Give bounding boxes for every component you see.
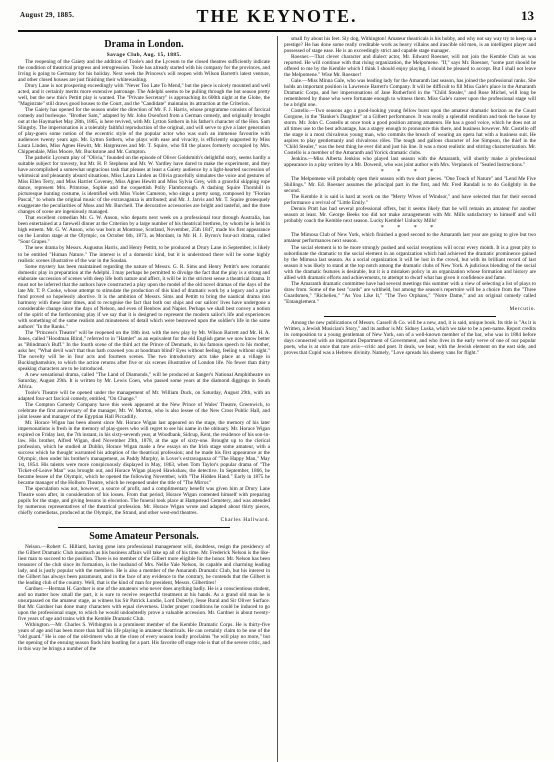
- article-paragraph: small fry about his feet. Sly dog, Withington! Amateur theatricals is his hobby, and why not say way try to keep up a prestige? He has done some really creditable work as heavy villains and irascible old men, is an intelligent player and possessed of stage ease. He is an exceedingly strict and capable stage manager.: [284, 36, 536, 55]
- section-stars: * * * *: [380, 169, 440, 176]
- masthead: [18, 6, 536, 32]
- article-paragraph: The Kemble it is said is hard at work on the "Merry Wives of Windsor," and have selected that for their second performance a revival of "Little Emily.": [284, 194, 536, 207]
- amateur-article-body: [18, 544, 270, 652]
- article-paragraph: The speculation was not, however, a source of profit, and a complimentary benefit was given him at Drury Lane Theatre soon after, in consideration of his losses. From that period, Horace Wigan contented himself with preparing pupils for the stage, and giving lessons in elocution. The funeral took place at Hampstead Cemetery, and was attended by numerous representatives of the theatrical profession. Mr. Horace Wigan wrote and adapted about thirty pieces, chiefly comedietas, produced at the Olympic, the Strand, and other west-end theatres.: [18, 486, 270, 517]
- right-article-body-4: [284, 320, 536, 356]
- right-article-body-1: [284, 36, 536, 168]
- article-paragraph: Costello.—Two seasons ago a good-looking young fellow burst upon the amateur dramatic horizon as the Count Gorgone, in the "Banker's Daughter" at a Gilbert performance. It was really a splendid rendition and took the house by storm. Mr. John C. Costello at once took a good position among amateurs. He has a good voice, which he does not at all times use to the best advantage, has a stagey enough to pronounce this there, and business however. Mr. Costello off the stage is a most chivalrous young man, who commits the breach of wearing an opera hat with a business suit. He aspires to play gentlemanly and chivalrous rôles. The tough and gallous character of Joe Simpson, the thief in the "Child Stealer," was the best thing he ever did and just his line. It was a most realistic and stirring characterization. Mr. Costello is a member of the Amaranth and Yorick dramatic clubs.: [284, 108, 536, 157]
- article-paragraph: Gardner.—Herman H. Gardner is one of the amateurs who never does anything badly. He is a conscientious student, and no matter how small the part, it is sure to receive respectful treatment at his hands. As a grand old man he is unsurpassed on the amateur stage, as witness his Sir Patrick Lundie, Lord Duberly, Jesse Rural and Sir Oliver Surface. But Mr. Gardner has done many characters with equal cleverness. Under proper conditions he could be induced to go upon the professional stage, to which he would undoubtedly prove a valuable accession. Mr. Gardner is about twenty-five years of age and trains with the Kemble Dramatic Club.: [18, 586, 270, 623]
- article-paragraph: Dennis Pratt has had several professional offers, but it seems likely that he will remain an amateur for another season at least. Mr. George Beeks too did not make arrangements with Mr. Mills satisfactory to himself and will probably coach the Kemble next season. Lucky Kemble! Unlucky Mills!: [284, 206, 536, 225]
- article-paragraph: The social element is to be more strongly pushed and social receptions will occur every month. It is a great pity to subordinate the dramatic to the social element in an organization which had achieved the dramatic prominence gained by the Mimosa last season. As a social organization it will be lost in the crowd, but with its brilliant record of last season it was likely to stand at the top notch among the dramatic clubs of New York. A judicious blending of the social with the dramatic features is desirable, but it is a mistaken policy in an organization whose formation and history are allied with dramatic efforts and achievements, to attempt to dwarf what has given it confidence and fame.: [284, 244, 536, 281]
- article-paragraph: Jenkins.—Miss Alberta Jenkins who played last season with the Amaranth, will shortly make a professional appearance in a play written by a Mr. Dowenil, who was joint author with Mrs. Verplanck of "Sealed Instructions.": [284, 156, 536, 169]
- article-paragraph: Mr. Horace Wigan has been absent since Mr. Horace Wigan last appeared on the stage, the memory of his later impersonations is fresh in the memory of play-goers who will regret to see his name in the obituary. Mr. Horace Wigan expired on Friday last, the 7th instant, in his sixty-seventh year, at Woodbank, Sidcup, Kent, the residence of his son-in-law. His brother, Alfred Wigan, died November 29th, 1878, at the age of sixty-one. Brought up to the clerical profession, which he studied at Dublin, Horace Wigan made a few essays on the Irish stage some amateur, with a success which he thought warranted his adoption of the theatrical profession; and he made his first appearance at the Olympic, then under his brother's management, as Paddy Murphy, in Lover's extravaganza of "The Happy Man," May 1st, 1854. His talents were more conspicuously displayed in May, 1863, when Tom Taylor's popular drama of "The Ticket-of-Leave Man" was brought out, and Horace Wigan played Hawkshaw, the detective. In September, 1866, he became lessee of the Olympic, which he opened the following November, with "The Hidden Hand." Early in 1875 he became manager of the Holborn Theatre, which he reopened under the title of "The Mirror.": [18, 419, 270, 487]
- amateur-personals-heading: Some Amateur Personals.: [89, 531, 199, 543]
- article-paragraph: The "Princess's Theatre" will be reopened on the 18th inst. with the new play by Mr. Wilson Barrett and Mr. H. A. Jones, called "Hoodman Blind," referred to in "Hamlet" as an equivalent for the old English game we now know better as "Blindman's Buff." In the fourth scene of the third act the Prince of Denmark, in his famous speech to his mother, asks her, "What devil was't that thus hath cozened you at hoodman blind? Eyes without feeling, feeling without sight." The novelty will be in four acts and fourteen scenes. The two introductory acts take place at a village in Buckinghamshire, to which the action returns after five or six scenes illustrative of London life. No fewer than thirty speaking characters are to be introduced.: [18, 329, 270, 372]
- article-paragraph: That excellent comedian Mr. G. W. Anson, who departs next week on a professional tour through Australia, has been entertained at a farewell dinner at the Criterion by a large number of his theatrical brethren, by whom he is held in high esteem. Mr. G. W. Anson, who was born at Montrose, Scotland, November, 25th 1847, made his first appearance on the London stage at the Olympic, on October 6th, 1873, as Mordant, in Mr. H. J. Byron's four-act drama, called "Sour Grapes.": [18, 215, 270, 246]
- left-column: [18, 36, 270, 762]
- article-paragraph: Among the new publications of Messrs. Cassell & Co. will be a new, and, it is said, unique book. Its title is "As it is Written, a Jewish Musician's Story," and its author is Mr. Sidney Luska, which we take to be a pen-name. Report credits its composition to a young gentleman of New York, son of a well-known member of the bar, who was in 1884 before days connected with an important Department of Government, and who lives in the early verve of one of our popular poets, who is at once that rare avis—critic and poet. It deals, we hear, with the Jewish element on the east side, and proves that Cupid was a Hebrew divinity. Namely, "Love spreads his sheeny vans for flight.": [284, 319, 536, 356]
- section-divider: [58, 527, 230, 528]
- right-column: [277, 36, 536, 762]
- article-paragraph: Toole's Theatre will be opened under the management of Mr. William Duck, on Saturday, August 29th, with an adapted four-act farcical comedy, entitled, "On Change.": [18, 389, 270, 402]
- mercutio-signature: Mercutio.: [509, 305, 536, 312]
- article-paragraph: The Melpomene will probably open their season with two short pieces. "One Touch of Nature" and "Lend Me Five Shillings." Mr. Ed. Roesner assumes the principal part in the first, and Mr. Fred Randall is to do Golightly in the second.: [284, 176, 536, 195]
- article-signature: Charles Hallward.: [220, 517, 270, 524]
- columns: [18, 36, 536, 762]
- article-paragraph: The Compton Comedy Company have this week appeared at the New Prince of Wales' Theatre, Greenwich, to celebrate the first anniversary of the manager, Mr. W. Morton, who is also lessee of the New Cross Public Hall, and joint lessee and manager of the Egyptian Hall Piccadilly.: [18, 401, 270, 420]
- article-paragraph: Drury Lane is not prospering exceedingly with "Never Too Late To Mend," but the piece is nicely mounted and well acted, and it certainly merits more extensive patronage. The Adelphi seems to be pulling through the hot season pretty well, but the new this's Pettitt play is wanted. The "Private Secretary" is approaching its 600th night at the Globe, the "Magistrate" still draws good houses to the Court, and the "Candidate" maintains its attraction at the Criterion.: [18, 83, 270, 108]
- dateline: Savage Club, Aug. 15, 1885.: [106, 52, 182, 58]
- article-paragraph: Gale.—Miss Minna Gale, who was leading lady for the Amaranth last season, has joined the professional ranks. She holds an important position in Lawrence Barrett's Company. It will be difficult to fill Miss Gale's place in the Amaranth Dramatic Corps, and her impersonations of Jane Rutherford in the "Child Stealer," and Rose Michel, will long be remembered by those who were fortunate enough to witness them. Miss Gale's career upon the professional stage will be a bright one.: [284, 78, 536, 109]
- article-paragraph: The Mimosa Club of New York, which finished a good second to the Amaranth last year are going to give but two amateur performances next season.: [284, 232, 536, 245]
- article-paragraph: The pathetic Lyceum play of "Olivia," founded on the episode of Oliver Goldsmith's delightful story, seems hardly a suitable subject for travesty, but Mr. H. P. Stephens and Mr. W. Yardley have dared to make the experiment, and they have accomplished a somewhat ungracious task that pleases at least a Gaiety audience by a light-hearted succession of whimsical and pleasantly absurd situations. Miss Laura Linden as Olivia gracefully simulates the voice and gestures of Miss Ellen Terry, and Miss Harriet Coveney, Miss Agnes Hewitt and Miss Sylvia Grey, with a graceful skipping rope dance, represent Mrs. Primrose, Sophie and the coquettish Polly Flamborough. A dashing Squire Thornhill in picturesque hunting costume, is identified with Miss Violet Cameron, who sings a pretty song, composed by "Florian Pascal," to whom the original music of the extravaganza is attributed; and Mr. J. Jarvis and Mr. T. Squire grotesquely exaggerate the peculiarities of Moss and Mr. Burchell. The decorative accessories are bright and tasteful, and the three changes of scene are ingeniously managed.: [18, 155, 270, 216]
- right-article-body-3: [284, 232, 536, 304]
- article-paragraph: Nelson.—Robert C. Hilliard, having gone into professional management will, doubtless, resign the presidency of the Gilbert Dramatic Club inasmuch as his business affairs will take up all of his time. Mr. Frederick Nelson is the like-liest man to succeed to the position. There is no member of the Gilbert more eligible for the honor. Mr. Nelson has been treasurer of the club since its formation, is the husband of Mrs. Nellie Yale Nelson, its capable and charming leading lady, and is justly popular with the members. He is also a member of the Amaranth Dramatic Club, but his interest in the Gilbert has always been paramount, and in the face of any evidence to the contrary, he contends that the Gilbert is the leading club of the country. Well, that is the kind of man for president, Messrs. Gilbertites!: [18, 544, 270, 587]
- article-paragraph: A new sensational drama, called "The Land of Diamonds," will be produced at Sanger's National Amphitheatre on Saturday, August 29th. It is written by Mr. Lewis Coen, who passed some years at the diamond diggings in South Africa.: [18, 371, 270, 390]
- newspaper-title: THE KEYNOTE.: [196, 6, 358, 26]
- article-paragraph: Some mystery has been maintained regarding the nature of Messrs. G. R. Sims and Henry Pettitt's new romantic domestic play in preparation at the Adelphi. I may perhaps be permitted to divulge the fact that the play is a strong and elaborate succession of scenes with deep life both nature and affect, it will be in the strictest sense a theatrical drama. It must not be inferred that the authors have constructed a play upon the model of the old novel dramas of the days of the late Mr. T. P. Cooke, whose attempt to stimulate the production of this kind of dramatic work by a legacy and a prize fund proved so hopelessly abortive. It is the ambition of Messrs. Sims and Pettitt to bring the nautical drama into harmony with these later times, and to recognise the fact that both our ships and our sailors' lives have undergone a considerable change since the days of Nelson, and even of Benbow and Napier. Perhaps we shall best convey a notion of the spirit of the forthcoming play if we say that it is designed to represent the modern sailor's life and experiences with something of the same realism and minuteness of detail which were bestowed upon the soldier's life in the same authors' "In the Ranks.": [18, 263, 270, 330]
- article-paragraph: Roesner.—That clever character and dialect actor, Mr. Edward Roesner, will not join the Kemble Club as was reported. He will continue with that rising organization, the Melpomene. "If," says Mr. Roesner, "some part should be offered to me by the Kemble which I think I should enjoy playing, I should be pleased to accept. But I shall not leave the Melpomene." Wise Mr. Roesner!: [284, 54, 536, 79]
- article-paragraph: The Amaranth dramatic committee have had several meetings this summer with a view of selecting a list of plays to draw from. Some of the best "cards" are withheld, but among the season's repertoire will be a choice from the "Three Guardsmen," "Richelieu," "As You Like It," "The Two Orphans," "Notre Dame," and an original comedy called "Entanglement.": [284, 280, 536, 305]
- drama-in-london-heading: Drama in London.: [104, 39, 184, 50]
- issue-date: August 29, 1885.: [20, 11, 75, 19]
- section-stars: * * * *: [380, 225, 440, 232]
- article-paragraph: The new drama by Messrs. Augustus Harris, and Henry Pettitt, to be produced at Drury Lane in September, is likely to be entitled "Human Nature." The interest is of a domestic kind, but it is understood there will be some highly realistic scenes illustrative of the war in the Soudan.: [18, 245, 270, 264]
- article-paragraph: The Gaiety has opened for the season under the direction of Mr. F. J. Harris, whose programme consists of farcical comedy and burlesque. "Brother Sam," adapted by Mr. John Oxenford from a German comedy, and originally brought out at the Haymarket May 28th, 1865, is here revived, with Mr. Lytton Sothern in his father's character of the Hon. Sam Slingsby. The impersonation is a tolerably faithful reproduction of the original, and will serve to give a later generation of play-goers some notion of the eccentric style of the popular actor who was such an immense favourite with audiences twenty years ago. Mr. Lytton Sothern, who plays with ease and vivacity, is efficiently supported by Miss Laura Linden, Miss Agnes Hewitt, Mr. Hargreaves and Mr. T. Squire, who fill the places formerly occupied by Mrs. Chippendale, Miss Moore, Mr. Buckstone and Mr. Compton.: [18, 107, 270, 156]
- article-paragraph: Withington.—Mr. Charles S. Withington is a prominent member of the Kemble Dramatic Corps. He is thirty-five years of age and has been more than half his life playing in amateur theatricals. He can certainly claim to be one of the "old guard." He is one of the old-timers who at the close of every season loudly proclaims "he will play no more," but the opening of the ensuing season finds him hustling for a part. His favorite off stage role is that of the severe critic, and in this way he brings a number of the: [18, 622, 270, 653]
- article-paragraph: The reopening of the Gaiety and the addition of Toole's and the Lyceum to the closed theatres sufficiently indicate the condition of theatrical progress and retrogression. Toole has already started with his company for the provinces, and Irving is going to Germany for his holiday. Next week the Princess's will reopen with Wilson Barrett's latest venture, and other closed houses are just finishing their whitewashing.: [18, 59, 270, 84]
- page-number: 13: [521, 8, 534, 23]
- right-article-body-2: [284, 176, 536, 224]
- drama-article-body: [18, 59, 270, 516]
- section-divider: [324, 316, 496, 317]
